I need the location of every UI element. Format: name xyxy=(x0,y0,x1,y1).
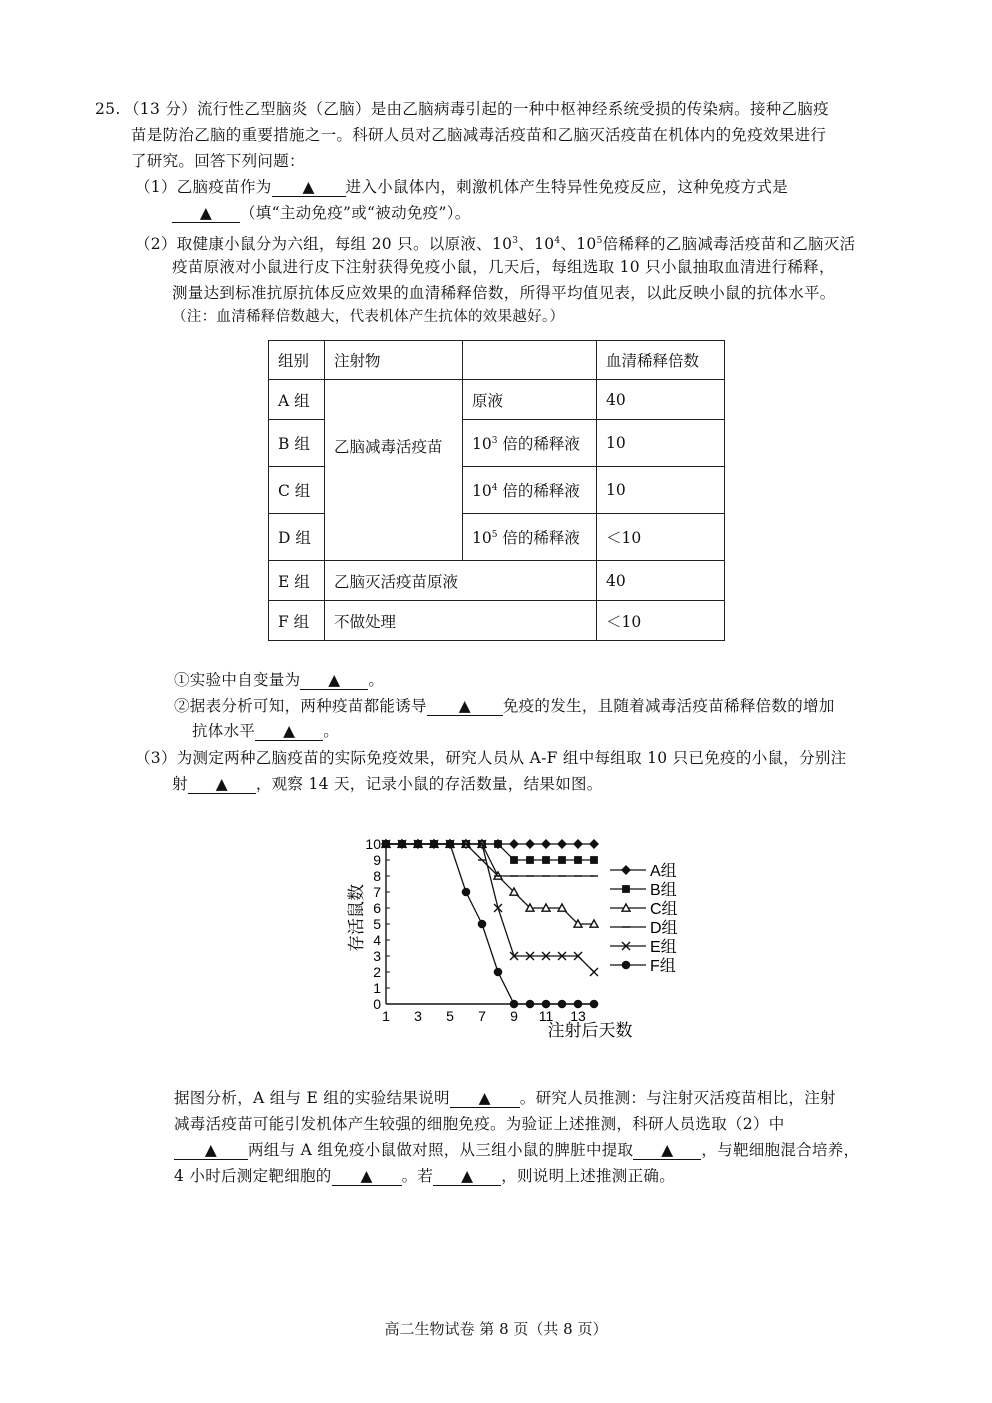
analysis-text: 。若 xyxy=(401,1167,434,1185)
answer-blank[interactable]: ▲ xyxy=(255,722,323,741)
table-header-cell xyxy=(463,341,597,380)
data-point xyxy=(542,840,550,848)
data-point xyxy=(574,1000,581,1007)
results-table xyxy=(268,340,725,641)
dose-text: 倍的稀释液 xyxy=(497,482,580,500)
part3-line-2 xyxy=(172,773,603,795)
table-header-cell: 组别 xyxy=(269,341,325,380)
dose-cell: 原液 xyxy=(463,380,597,420)
legend-label: F组 xyxy=(650,958,676,975)
answer-blank[interactable]: ▲ xyxy=(300,671,368,690)
part3-text: 射 xyxy=(172,775,188,793)
table-header-cell: 注射物 xyxy=(325,341,463,380)
dose-base: 10 xyxy=(472,529,492,547)
x-tick-label: 3 xyxy=(414,1008,422,1024)
x-tick-label: 11 xyxy=(538,1008,554,1024)
part2-text: 倍稀释的乙脑减毒活疫苗和乙脑灭活 xyxy=(602,235,856,254)
part1-line-1 xyxy=(135,176,788,198)
answer-blank[interactable]: ▲ xyxy=(272,178,346,197)
group-cell: C 组 xyxy=(269,467,325,514)
part2-line-1 xyxy=(135,230,855,255)
page-footer: 高二生物试卷 第 8 页（共 8 页） xyxy=(384,1320,608,1338)
data-point xyxy=(398,840,405,847)
group-cell: B 组 xyxy=(269,420,325,467)
value-cell: 10 xyxy=(597,467,725,514)
exponent: 4 xyxy=(554,236,561,246)
intro-line-3: 了研究。回答下列问题： xyxy=(131,152,305,170)
exponent: 3 xyxy=(512,236,519,246)
group-cell: D 组 xyxy=(269,514,325,561)
data-point xyxy=(478,920,485,927)
value-cell: 40 xyxy=(597,561,725,601)
sub2-text: 。 xyxy=(323,722,340,740)
value-cell: ＜10 xyxy=(597,601,725,641)
injection-cell: 不做处理 xyxy=(325,601,597,641)
part1-line-2 xyxy=(172,202,471,224)
part2-line-3: 测量达到标准抗原抗体反应效果的血清稀释倍数，所得平均值见表，以此反映小鼠的抗体水平。 xyxy=(172,284,836,302)
sub2-text: 免疫的发生，且随着减毒活疫苗稀释倍数的增加 xyxy=(502,697,835,715)
answer-blank[interactable]: ▲ xyxy=(633,1141,701,1160)
data-point xyxy=(590,840,598,848)
x-axis-label: 注射后天数 xyxy=(547,1021,633,1040)
table-header-row xyxy=(269,341,725,380)
intro-line-2: 苗是防治乙脑的重要措施之一。科研人员对乙脑减毒活疫苗和乙脑灭活疫苗在机体内的免疫效果进行 xyxy=(131,126,827,144)
answer-blank[interactable]: ▲ xyxy=(172,204,240,223)
sub1-text: ①实验中自变量为 xyxy=(174,671,301,689)
analysis-text: ，与靶细胞混合培养， xyxy=(701,1141,860,1159)
dose-cell xyxy=(463,514,597,561)
y-tick-label: 9 xyxy=(373,852,381,868)
merged-injection-cell: 乙脑减毒活疫苗 xyxy=(325,380,463,561)
sub1-text: 。 xyxy=(368,671,385,689)
table-row xyxy=(269,380,725,420)
legend-marker xyxy=(623,886,629,892)
legend-label: D组 xyxy=(650,920,678,937)
dose-text: 倍的稀释液 xyxy=(497,435,580,453)
part3-line-1: （3）为测定两种乙脑疫苗的实际免疫效果，研究人员从 A-F 组中每组取 10 只已免疫的小鼠，分别注 xyxy=(135,749,847,767)
data-point xyxy=(446,840,453,847)
legend-label: C组 xyxy=(650,901,678,918)
injection-cell: 乙脑灭活疫苗原液 xyxy=(325,561,597,601)
data-point xyxy=(526,1000,533,1007)
dose-cell xyxy=(463,467,597,514)
table-row xyxy=(269,561,725,601)
table-row xyxy=(269,601,725,641)
data-point xyxy=(414,840,421,847)
data-point xyxy=(542,904,550,911)
value-cell: 10 xyxy=(597,420,725,467)
part2-line-2: 疫苗原液对小鼠进行皮下注射获得免疫小鼠，几天后，每组选取 10 只小鼠抽取血清进行稀释， xyxy=(172,258,835,276)
data-point xyxy=(527,857,533,863)
sub2-line-2 xyxy=(192,720,339,742)
part2-note: （注：血清稀释倍数越大，代表机体产生抗体的效果越好。） xyxy=(172,309,565,325)
answer-blank[interactable]: ▲ xyxy=(427,697,503,716)
analysis-text: 两组与 A 组免疫小鼠做对照，从三组小鼠的脾脏中提取 xyxy=(248,1141,634,1159)
x-tick-label: 13 xyxy=(570,1008,586,1024)
y-tick-label: 7 xyxy=(373,884,381,900)
group-cell: F 组 xyxy=(269,601,325,641)
answer-blank[interactable]: ▲ xyxy=(450,1089,520,1108)
data-point xyxy=(510,840,518,848)
sub1-line xyxy=(174,669,384,691)
answer-blank[interactable]: ▲ xyxy=(332,1167,402,1186)
part3-text: ，观察 14 天，记录小鼠的存活数量，结果如图。 xyxy=(255,775,603,793)
group-cell: A 组 xyxy=(269,380,325,420)
exponent: 5 xyxy=(596,236,603,246)
part2-text: 、10 xyxy=(518,235,555,254)
analysis-text: 4 小时后测定靶细胞的 xyxy=(174,1167,332,1185)
y-tick-label: 6 xyxy=(373,900,381,916)
y-tick-label: 2 xyxy=(373,964,381,980)
analysis-line-2: 减毒活疫苗可能引发机体产生较强的细胞免疫。为验证上述推测，科研人员选取（2）中 xyxy=(174,1115,785,1133)
y-tick-label: 8 xyxy=(373,868,381,884)
data-point xyxy=(559,857,565,863)
y-tick-label: 4 xyxy=(373,932,381,948)
data-point xyxy=(590,1000,597,1007)
group-cell: E 组 xyxy=(269,561,325,601)
data-point xyxy=(511,857,517,863)
data-point xyxy=(526,840,534,848)
legend-label: A组 xyxy=(650,863,677,880)
legend-label: B组 xyxy=(650,882,677,899)
data-point xyxy=(558,1000,565,1007)
x-tick-label: 7 xyxy=(478,1008,486,1024)
data-point xyxy=(558,840,566,848)
data-point xyxy=(591,857,597,863)
data-point xyxy=(495,841,501,847)
data-point xyxy=(430,840,437,847)
question-number: 25. xyxy=(95,100,121,118)
dose-base: 10 xyxy=(472,435,492,453)
analysis-text: 。研究人员推测：与注射灭活疫苗相比，注射 xyxy=(519,1089,836,1107)
analysis-line-3 xyxy=(174,1139,859,1161)
y-tick-label: 10 xyxy=(365,836,381,852)
x-tick-label: 5 xyxy=(446,1008,454,1024)
legend-marker xyxy=(622,904,630,911)
value-cell: 40 xyxy=(597,380,725,420)
y-axis-label: 存活鼠数 xyxy=(347,884,366,952)
data-point xyxy=(382,840,389,847)
data-point xyxy=(542,1000,549,1007)
answer-blank[interactable]: ▲ xyxy=(433,1167,501,1186)
part1-text-c: （填“主动免疫”或“被动免疫”）。 xyxy=(240,204,471,222)
dose-text: 倍的稀释液 xyxy=(497,529,580,547)
series-line xyxy=(386,844,594,924)
data-point xyxy=(558,904,566,911)
data-point xyxy=(494,968,501,975)
data-point xyxy=(575,857,581,863)
legend-label: E组 xyxy=(650,939,677,956)
y-tick-label: 0 xyxy=(373,996,381,1012)
data-point xyxy=(462,888,469,895)
x-tick-label: 9 xyxy=(510,1008,518,1024)
exponent: 3 xyxy=(491,435,498,446)
y-tick-label: 3 xyxy=(373,948,381,964)
part2-text: （2）取健康小鼠分为六组，每组 20 只。以原液、10 xyxy=(135,235,513,254)
part2-text: 、10 xyxy=(560,235,597,254)
legend-marker xyxy=(622,961,629,968)
table-header-cell: 血清稀释倍数 xyxy=(597,341,725,380)
data-point xyxy=(510,1000,517,1007)
answer-blank[interactable]: ▲ xyxy=(174,1141,248,1160)
exponent: 5 xyxy=(491,529,498,540)
analysis-text: ，则说明上述推测正确。 xyxy=(501,1167,676,1185)
exponent: 4 xyxy=(491,482,498,493)
part1-text-a: （1）乙脑疫苗作为 xyxy=(135,178,272,196)
legend-marker xyxy=(622,866,630,874)
sub2-line-1 xyxy=(174,695,835,717)
y-tick-label: 5 xyxy=(373,916,381,932)
data-point xyxy=(590,920,598,927)
intro-line-1: （13 分）流行性乙型脑炎（乙脑）是由乙脑病毒引起的一种中枢神经系统受损的传染病。接种乙脑疫 xyxy=(124,100,829,118)
x-tick-label: 1 xyxy=(382,1008,390,1024)
data-point xyxy=(543,857,549,863)
data-point xyxy=(574,840,582,848)
sub2-text: ②据表分析可知，两种疫苗都能诱导 xyxy=(174,697,427,715)
sub2-text: 抗体水平 xyxy=(192,722,256,740)
analysis-text: 据图分析，A 组与 E 组的实验结果说明 xyxy=(174,1089,450,1107)
analysis-line-4 xyxy=(174,1165,675,1187)
value-cell: ＜10 xyxy=(597,514,725,561)
dose-base: 10 xyxy=(472,482,492,500)
dose-cell xyxy=(463,420,597,467)
part1-text-b: 进入小鼠体内，刺激机体产生特异性免疫反应，这种免疫方式是 xyxy=(345,178,788,196)
survival-chart xyxy=(340,828,700,1048)
y-tick-label: 1 xyxy=(373,980,381,996)
analysis-line-1 xyxy=(174,1087,836,1109)
answer-blank[interactable]: ▲ xyxy=(188,775,256,794)
